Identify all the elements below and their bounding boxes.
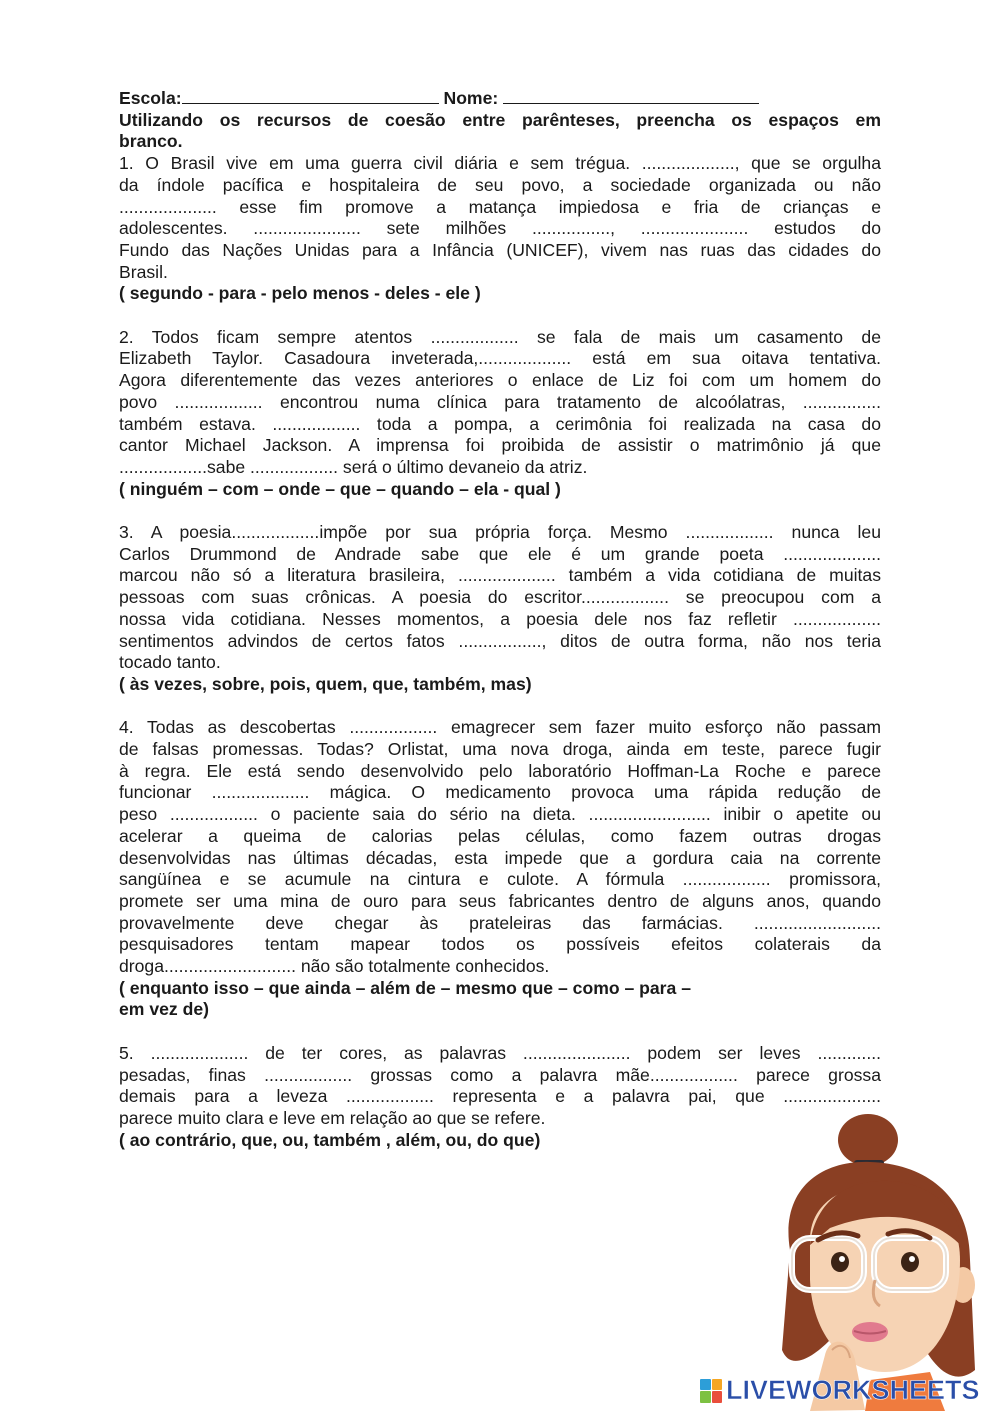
text-line: 1. O Brasil vive em uma guerra civil diária e sem trégua. ..................., que se orgulha [119,153,881,174]
text-line: droga........................... não são totalmente conhecidos. [119,956,550,977]
question-2 [119,327,881,501]
text-line: Fundo das Nações Unidas para a Infância (UNICEF), vivem nas ruas das cidades do [119,239,881,260]
text-line: povo .................. encontrou numa clínica para tratamento de alcoólatras, ................ [119,391,881,412]
brand-name: LIVEWORKSHEETS [726,1375,980,1405]
left-eye [831,1252,849,1272]
liveworksheets-brand [700,1375,980,1406]
teacher-avatar-illustration [770,1110,1000,1411]
text-line: Agora diferentemente das vezes anteriores o enlace de Liz foi com um homem do [119,370,881,391]
eye-highlight [839,1256,845,1262]
text-line: também estava. .................. toda a pompa, a cerimônia foi realizada na casa do [119,413,881,434]
options-list: ( ninguém – com – onde – que – quando – ela - qual ) [119,478,561,499]
text-line: 3. A poesia..................impõe por sua própria força. Mesmo .................. nunca leu [119,522,881,543]
school-input-line[interactable] [182,88,439,104]
text-line: à regra. Ele está sendo desenvolvido pelo laboratório Hoffman-La Roche e parece [119,760,881,781]
question-5 [119,1043,881,1152]
text-line: da índole pacífica e hospitaleira de seu povo, a sociedade organizada ou não [119,174,881,195]
question-3 [119,522,881,696]
text-line: parece muito clara e leve em relação ao que se refere. [119,1107,546,1128]
liveworksheets-logo-icon [700,1379,722,1403]
text-line: funcionar .................... mágica. O medicamento provoca uma rápida redução de [119,782,881,803]
text-line: sentimentos advindos de certos fatos ................., ditos de outra forma, não nos teria [119,630,881,651]
options-list: ( ao contrário, que, ou, também , além, ou, do que) [119,1129,541,1150]
text-line: .................... esse fim promove a matança impiedosa e fria de crianças e [119,196,881,217]
text-line: 2. Todos ficam sempre atentos .................. se fala de mais um casamento de [119,326,881,347]
name-input-line[interactable] [503,88,759,104]
text-line: adolescentes. ...................... sete milhões ................, ...................... estudos do [119,218,881,239]
text-line: desenvolvidas nas últimas décadas, esta impede que a gordura caia na corrente [119,847,881,868]
text-line: 4. Todas as descobertas .................. emagrecer sem fazer muito esforço não passam [119,717,881,738]
text-line: sangüínea e se acumule na cintura e culote. A fórmula .................. promissora, [119,869,881,890]
text-line: nossa vida cotidiana. Nesses momentos, a poesia dele nos faz refletir .................. [119,608,881,629]
eye-highlight [909,1256,915,1262]
options-list: ( enquanto isso – que ainda – além de – mesmo que – como – para – [119,977,691,998]
text-line: provavelmente deve chegar às prateleiras das farmácias. .......................... [119,912,881,933]
text-line: Carlos Drummond de Andrade sabe que ele é um grande poeta .................... [119,543,881,564]
text-line: promete ser uma mina de ouro para seus fabricantes dentro de alguns anos, quando [119,890,881,911]
text-line: pesadas, finas .................. grossas como a palavra mãe.................. parece grossa [119,1064,881,1085]
question-4 [119,717,881,1021]
text-line: demais para a leveza .................. representa e a palavra pai, que .................... [119,1086,881,1107]
text-line: Elizabeth Taylor. Casadoura inveterada,................... está em sua oitava tentativa. [119,348,881,369]
worksheet [119,88,881,1151]
text-line: 5. .................... de ter cores, as palavras ...................... podem ser leves ............. [119,1042,881,1063]
instruction: branco. [119,131,183,152]
header-fields [119,88,881,110]
text-line: acelerar a queima de calorias pelas células, como fazem outras drogas [119,825,881,846]
options-list: ( segundo - para - pelo menos - deles - ele ) [119,283,481,304]
text-line: de falsas promessas. Todas? Orlistat, uma nova droga, ainda em teste, parece fugir [119,739,881,760]
text-line: tocado tanto. [119,652,221,673]
text-line: ..................sabe .................. será o último devaneio da atriz. [119,456,588,477]
question-1 [119,153,881,305]
options-list: em vez de) [119,999,209,1020]
name-label: Nome: [443,88,499,108]
options-list: ( às vezes, sobre, pois, quem, que, também, mas) [119,673,532,694]
school-label: Escola: [119,88,182,108]
text-line: marcou não só a literatura brasileira, .................... também a vida cotidiana de muitas [119,565,881,586]
text-line: pesquisadores tentam mapear todos os possíveis efeitos colaterais da [119,934,881,955]
text-line: peso .................. o paciente saia do sério na dieta. ......................... inibir o apetite ou [119,804,881,825]
text-line: pessoas com suas crônicas. A poesia do escritor.................. se preocupou com a [119,587,881,608]
instruction: Utilizando os recursos de coesão entre parênteses, preencha os espaços em [119,109,881,130]
right-eye [901,1252,919,1272]
hair-bun [838,1114,898,1166]
text-line: cantor Michael Jackson. A imprensa foi proibida de assistir o matrimônio já que [119,435,881,456]
text-line: Brasil. [119,261,168,282]
